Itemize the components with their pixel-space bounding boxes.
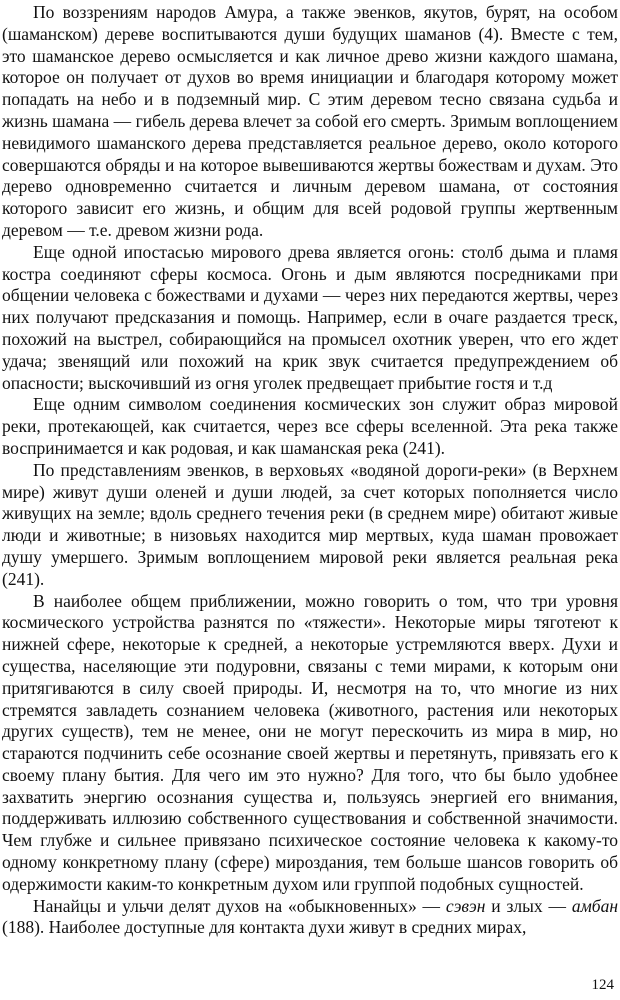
- page-number: 124: [591, 977, 614, 993]
- spirits-text-after: (188). Наиболее доступные для контакта духи живут в средних мирах,: [2, 917, 527, 938]
- spirits-text-before: Нанайцы и ульчи делят духов на «обыкновенных» —: [33, 895, 446, 916]
- spirits-text-middle: и злых —: [485, 895, 572, 916]
- paragraph-fire: Еще одной ипостасью мирового древа является огонь: столб дыма и пламя костра соединяют сферы космоса. Огонь и дым являются посредниками при общении человека с божествами и духами — через них передаются жертвы, через них получают предсказания и помощь. Например, если в очаге раздается треск, похожий на выстрел, собирающийся на промысел охотник уверен, что его ждет удача; звенящий или похожий на крик звук считается предупреждением об опасности; выскочивший из огня уголек предвещает прибытие гостя и т.д: [2, 241, 618, 393]
- paragraph-spirits: [2, 896, 618, 940]
- paragraph-world-river: Еще одним символом соединения космических зон служит образ мировой реки, протекающей, как считается, через все сферы вселенной. Эта река также воспринимается и как родовая, и как шаманская река (241).: [2, 394, 618, 458]
- term-amban: амбан: [571, 895, 618, 916]
- term-seven: сэвэн: [445, 895, 486, 916]
- paragraph-evenk-beliefs: По представлениям эвенков, в верховьях «водяной дороги-реки» (в Верхнем мире) живут души оленей и души людей, за счет которых пополняется число живущих на земле; вдоль среднего течения реки (в среднем мире) обитают живые люди и животные; в низовьях находится мир мертвых, куда шаман провожает душу умершего. Зримым воплощением мировой реки является реальная река (241).: [2, 459, 618, 589]
- paragraph-cosmic-levels: В наиболее общем приближении, можно говорить о том, что три уровня космического устройства разнятся по «тяжести». Некоторые миры тяготеют к нижней сфере, некоторые к средней, а некоторые устремляются вверх. Духи и существа, населяющие эти подуровни, связаны с теми мирами, к которым они притягиваются в силу своей природы. И, несмотря на то, что многие из них стремятся завладеть сознанием человека (животного, растения или некоторых других существ), тем не менее, они не могут перескочить из мира в мир, но стараются подчинить себе осознание своей жертвы и перетянуть, привязать его к своему плану бытия. Для чего им это нужно? Для того, что бы было удобнее захватить энергию осознания существа и, пользуясь энергией его внимания, поддерживать иллюзию собственного существования и собственной значимости. Чем глубже и сильнее привязано психическое состояние человека к какому-то одному конкретному плану (сфере) мироздания, тем больше шансов говорить об одержимости каким-то конкретным духом или группой подобных сущностей.: [2, 590, 618, 894]
- paragraph-shaman-tree: По воззрениям народов Амура, а также эвенков, якутов, бурят, на особом (шаманском) дереве воспитываются души будущих шаманов (4). Вместе с тем, это шаманское дерево осмысляется и как личное древо жизни каждого шамана, которое он получает от духов во время инициации и благодаря которому может попадать на небо и в подземный мир. С этим деревом тесно связана судьба и жизнь шамана — гибель дерева влечет за собой его смерть. Зримым воплощением невидимого шаманского дерева представляется реальное дерево, около которого совершаются обряды и на которое вывешиваются жертвы божествам и духам. Это дерево одновременно считается и личным деревом шамана, от состояния которого зависит его жизнь, и общим для всей родовой группы жертвенным деревом — т.е. древом жизни рода.: [2, 2, 618, 240]
